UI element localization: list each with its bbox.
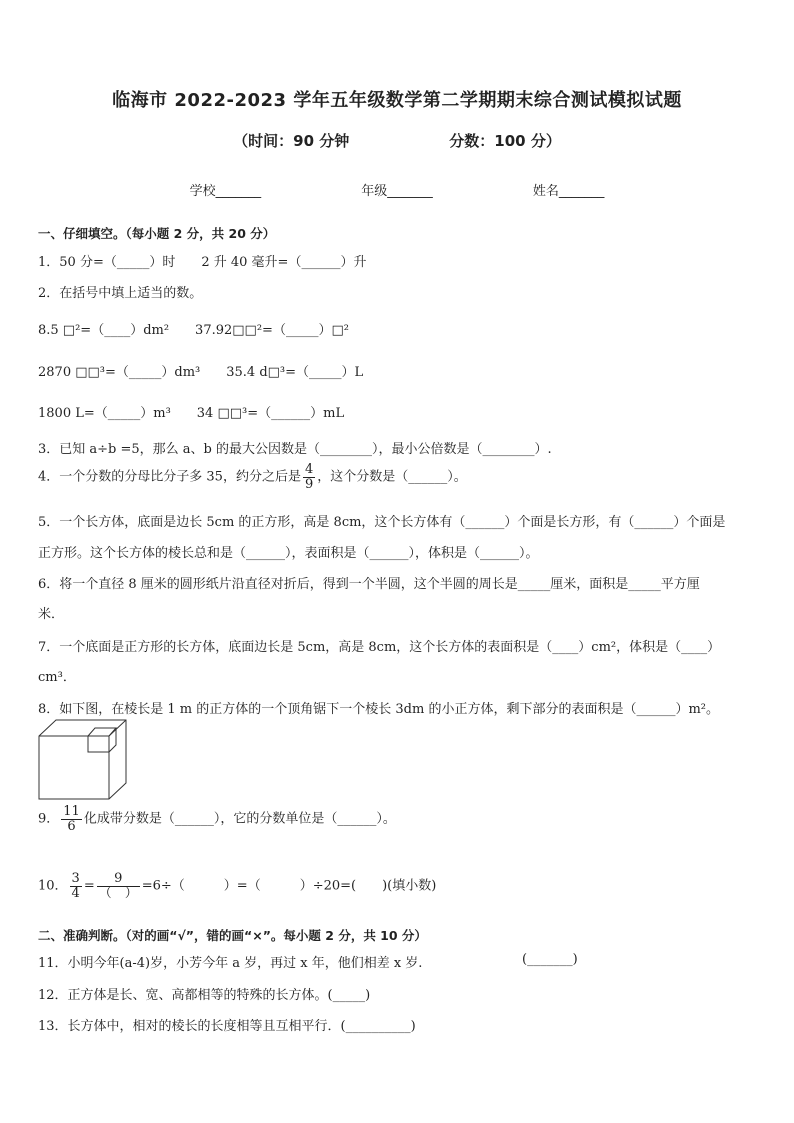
question-10: 10． $\frac{3}{4}$ = $\frac{9}{( )}$ =6÷（ ）=（ ）÷20=( )(填小数) [38,871,437,901]
question-11: 11．小明今年(a-4)岁，小芳今年 a 岁，再过 x 年，他们相差 x 岁. [38,956,423,971]
question-4-text: 4．一个分数的分母比分子多 35，约分之后是 [38,469,301,485]
cube-figure [38,719,128,801]
school-field[interactable]: 学校_______ [189,184,262,199]
student-fields [0,180,794,199]
question-12: 12．正方体是长、宽、高都相等的特殊的长方体。(_____) [38,988,371,1003]
question-1: 1．50 分=（_____）时 2 升 40 毫升=（______）升 [38,255,367,270]
exam-time: （时间：90 分钟 [233,132,350,150]
fraction-11-6: $\frac{11}{6}$ [63,804,80,834]
fraction-3-4: $\frac{3}{4}$ [71,871,80,901]
question-8: 8．如下图，在棱长是 1 m 的正方体的一个顶角锯下一个棱长 3dm 的小正方体，剩下部分的表面积是（______）m²。 [38,702,719,717]
question-5-line-1: 5．一个长方体，底面是边长 5cm 的正方形，高是 8cm，这个长方体有（______）个面是长方形，有（______）个面是 [38,515,726,530]
page-title: 临海市 2022-2023 学年五年级数学第二学期期末综合测试模拟试题 [112,90,682,111]
question-13: 13．长方体中，相对的棱长的长度相等且互相平行．(__________) [38,1019,416,1034]
question-4-answer: ，这个分数是（______）。 [317,469,467,485]
question-9: 9． $\frac{11}{6}$ 化成带分数是（______），它的分数单位是（______）。 [38,804,396,834]
question-5-line-2: 正方形。这个长方体的棱长总和是（______），表面积是（______），体积是（______）。 [38,546,539,561]
exam-info [0,130,794,151]
question-2c: 1800 L=（_____）m³ 34 □□³=（______）mL [38,406,345,421]
question-6-line-2: 米． [38,607,65,622]
question-2a: 8.5 □²=（____）dm² 37.92□□²=（_____）□² [38,323,349,338]
grade-field[interactable]: 年级_______ [361,184,433,199]
question-7-line-1: 7．一个底面是正方形的长方体，底面边长是 5cm，高是 8cm，这个长方体的表面积是（____）cm²，体积是（____） [38,640,721,655]
question-9-text: 化成带分数是（______），它的分数单位是（______）。 [83,811,396,827]
fraction-9-blank: $\frac{9}{( )}$ [98,871,138,901]
question-7-line-2: cm³． [38,670,76,685]
question-2: 2．在括号中填上适当的数。 [38,286,203,301]
section-2-heading: 二、准确判断。（对的画“√”，错的画“×”。每小题 2 分，共 10 分） [38,928,427,943]
question-6-line-1: 6．将一个直径 8 厘米的圆形纸片沿直径对折后，得到一个半圆，这个半圆的周长是_____厘米，面积是_____平方厘 [38,577,700,592]
section-1-heading: 一、仔细填空。（每小题 2 分，共 20 分） [38,226,276,241]
question-2b: 2870 □□³=（_____）dm³ 35.4 d□³=（_____）L [38,365,364,380]
question-10-text: =6÷（ ）=（ ）÷20=( )(填小数) [141,878,437,894]
question-3: 3．已知 a÷b =5，那么 a、b 的最大公因数是（________），最小公倍数是（________）. [38,442,552,457]
name-field[interactable]: 姓名_______ [532,184,605,199]
question-4 [38,463,467,491]
question-11-blank[interactable]: (_______) [522,952,578,967]
exam-score: 分数：100 分） [449,132,561,150]
fraction-4-9: $\frac{4}{9}$ [304,462,314,492]
